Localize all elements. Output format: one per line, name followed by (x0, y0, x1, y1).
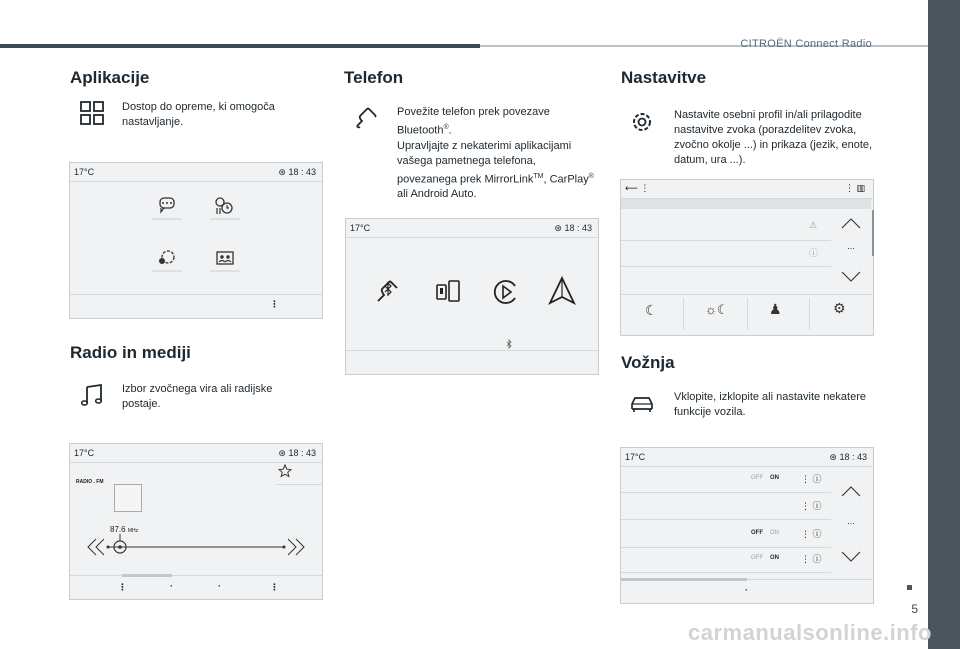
back-arrow-icon[interactable]: ⟵ ⋮ (625, 183, 650, 193)
temperature: 17°C (350, 223, 371, 233)
profile-icon[interactable]: ♟ (769, 301, 782, 317)
radio-band-label: RADIO . FM (76, 479, 104, 485)
telefon-text-1: Povežite telefon prek povezave Bluetooth (397, 106, 550, 137)
clock: ⊛ 18 : 43 (554, 223, 592, 233)
bluetooth-phone-icon[interactable] (370, 277, 404, 307)
section-title-voznja: Vožnja (621, 353, 675, 372)
clock-value: 18 : 43 (839, 452, 867, 462)
side-strip (928, 0, 960, 649)
divider (70, 575, 322, 576)
dot-icon[interactable]: · (218, 581, 221, 591)
svg-text:...: ... (847, 241, 855, 251)
menu-dots-icon[interactable]: ⋮ (270, 582, 279, 592)
music-note-icon (80, 383, 104, 407)
day-night-icon[interactable]: ☼☾ (705, 302, 729, 317)
row-actions[interactable]: ⋮ ⓘ (801, 554, 822, 564)
registered-mark: ® (588, 172, 594, 180)
section-text-voznja: Vklopite, izklopite ali nastavite nekatere funkcije vozila. (674, 391, 866, 418)
refresh-settings-icon[interactable] (150, 247, 184, 273)
station-artwork (114, 484, 142, 512)
clock: ⊛ 18 : 43 (278, 167, 316, 177)
menu-trash-icon[interactable]: ⋮ ▥ (844, 183, 865, 193)
brand-title: CITROËN Connect Radio (740, 38, 872, 50)
scrollbar[interactable] (872, 210, 874, 256)
android-auto-icon[interactable] (546, 275, 578, 307)
divider (70, 181, 322, 182)
divider (621, 519, 831, 520)
section-text-nastavitve: Nastavite osebni profil in/ali prilagodite nastavitve zvoka (porazdelitev zvoka, zvočno okolje ...) in prikaza (jezik, enote, datum, ura ...). (674, 109, 873, 166)
section-text-radio: Izbor zvočnega vira ali radijske postaje. (122, 383, 273, 410)
toggle-switch[interactable]: OFF ON (751, 555, 779, 561)
divider (809, 298, 810, 330)
divider (621, 266, 831, 267)
clock-settings-icon[interactable] (208, 195, 242, 221)
frequency-value: 87.6 (110, 525, 126, 534)
section-text-aplikacije: Dostop do opreme, ki omogoča nastavljanje. (122, 101, 275, 128)
clock: ⊛ 18 : 43 (278, 448, 316, 458)
svg-text:...: ... (847, 516, 855, 526)
clock-value: 18 : 43 (288, 448, 316, 458)
row-actions[interactable]: ⋮ ⓘ (801, 501, 822, 511)
temperature: 17°C (625, 452, 646, 462)
tab-indicator (122, 574, 172, 577)
divider (621, 572, 831, 573)
contacts-card-icon[interactable] (208, 247, 242, 273)
telefon-text-3: CarPlay (549, 173, 589, 186)
header-bar (0, 44, 480, 48)
watermark: carmanualsonline.info (688, 620, 932, 645)
info-icon: ⓘ (809, 248, 819, 258)
favorite-star-icon[interactable] (278, 464, 292, 478)
toggle-switch[interactable]: OFF ON (751, 475, 779, 481)
phone-icon (354, 106, 378, 130)
frequency-unit: MHz (127, 528, 139, 534)
mirrorlink-icon[interactable] (434, 279, 464, 305)
apps-screen (69, 162, 323, 319)
divider (683, 298, 684, 330)
gear-icon[interactable]: ⚙ (833, 300, 846, 316)
telefon-text-1b: . (448, 124, 452, 137)
page-marker (907, 585, 912, 590)
dot-icon[interactable]: · (170, 581, 173, 591)
telefon-text-2b: , (543, 173, 547, 186)
toggle-switch[interactable]: OFF ON (751, 530, 779, 536)
frequency-slider[interactable] (84, 532, 310, 562)
menu-dots-icon[interactable]: ⋮ (270, 299, 279, 309)
divider (621, 492, 831, 493)
page-number: 5 (911, 602, 918, 616)
warning-icon: ⚠ (809, 220, 818, 230)
divider (276, 484, 322, 485)
section-title-radio: Radio in mediji (70, 343, 191, 362)
phone-screen (345, 218, 599, 375)
apps-grid-icon (80, 101, 104, 125)
carplay-icon[interactable] (491, 277, 521, 307)
scroll-controls[interactable] (839, 216, 863, 286)
divider (747, 298, 748, 330)
settings-screen (620, 179, 874, 336)
radio-screen (69, 443, 323, 600)
settings-gear-icon (630, 110, 654, 134)
trademark-mark: TM (533, 172, 544, 180)
status-bar (621, 448, 873, 466)
divider (70, 462, 322, 463)
section-title-nastavitve: Nastavitve (621, 68, 707, 87)
bluetooth-icon (504, 339, 514, 349)
telefon-text-2: Upravljajte z nekaterimi aplikacijami vašega pametnega telefona, povezanega prek MirrorLink (397, 139, 572, 186)
clock-value: 18 : 43 (288, 167, 316, 177)
divider (621, 466, 873, 467)
divider (70, 294, 322, 295)
divider (346, 237, 598, 238)
status-bar (70, 444, 322, 462)
connected-apps-icon[interactable] (150, 195, 184, 221)
row-actions[interactable]: ⋮ ⓘ (801, 474, 822, 484)
telefon-text-3b: ali Android Auto. (397, 188, 477, 201)
night-mode-icon[interactable]: ☾ (645, 302, 658, 318)
scroll-controls[interactable] (839, 482, 863, 566)
temperature: 17°C (74, 167, 95, 177)
status-bar (70, 163, 322, 181)
registered-mark: ® (443, 124, 449, 131)
temperature: 17°C (74, 448, 95, 458)
menu-dots-icon[interactable]: ⋮ (118, 582, 127, 592)
divider (621, 294, 873, 295)
clock: ⊛ 18 : 43 (829, 452, 867, 462)
tab-indicator (621, 578, 747, 581)
dot-icon[interactable]: · (745, 585, 748, 595)
header-row (621, 199, 871, 209)
divider (621, 547, 831, 548)
section-title-telefon: Telefon (344, 68, 404, 87)
row-actions[interactable]: ⋮ ⓘ (801, 529, 822, 539)
section-text-telefon (397, 105, 595, 202)
section-title-aplikacije: Aplikacije (70, 68, 150, 87)
driving-screen (620, 447, 874, 604)
car-icon (630, 392, 654, 416)
divider (346, 350, 598, 351)
clock-value: 18 : 43 (564, 223, 592, 233)
status-bar (346, 219, 598, 237)
divider (621, 240, 831, 241)
